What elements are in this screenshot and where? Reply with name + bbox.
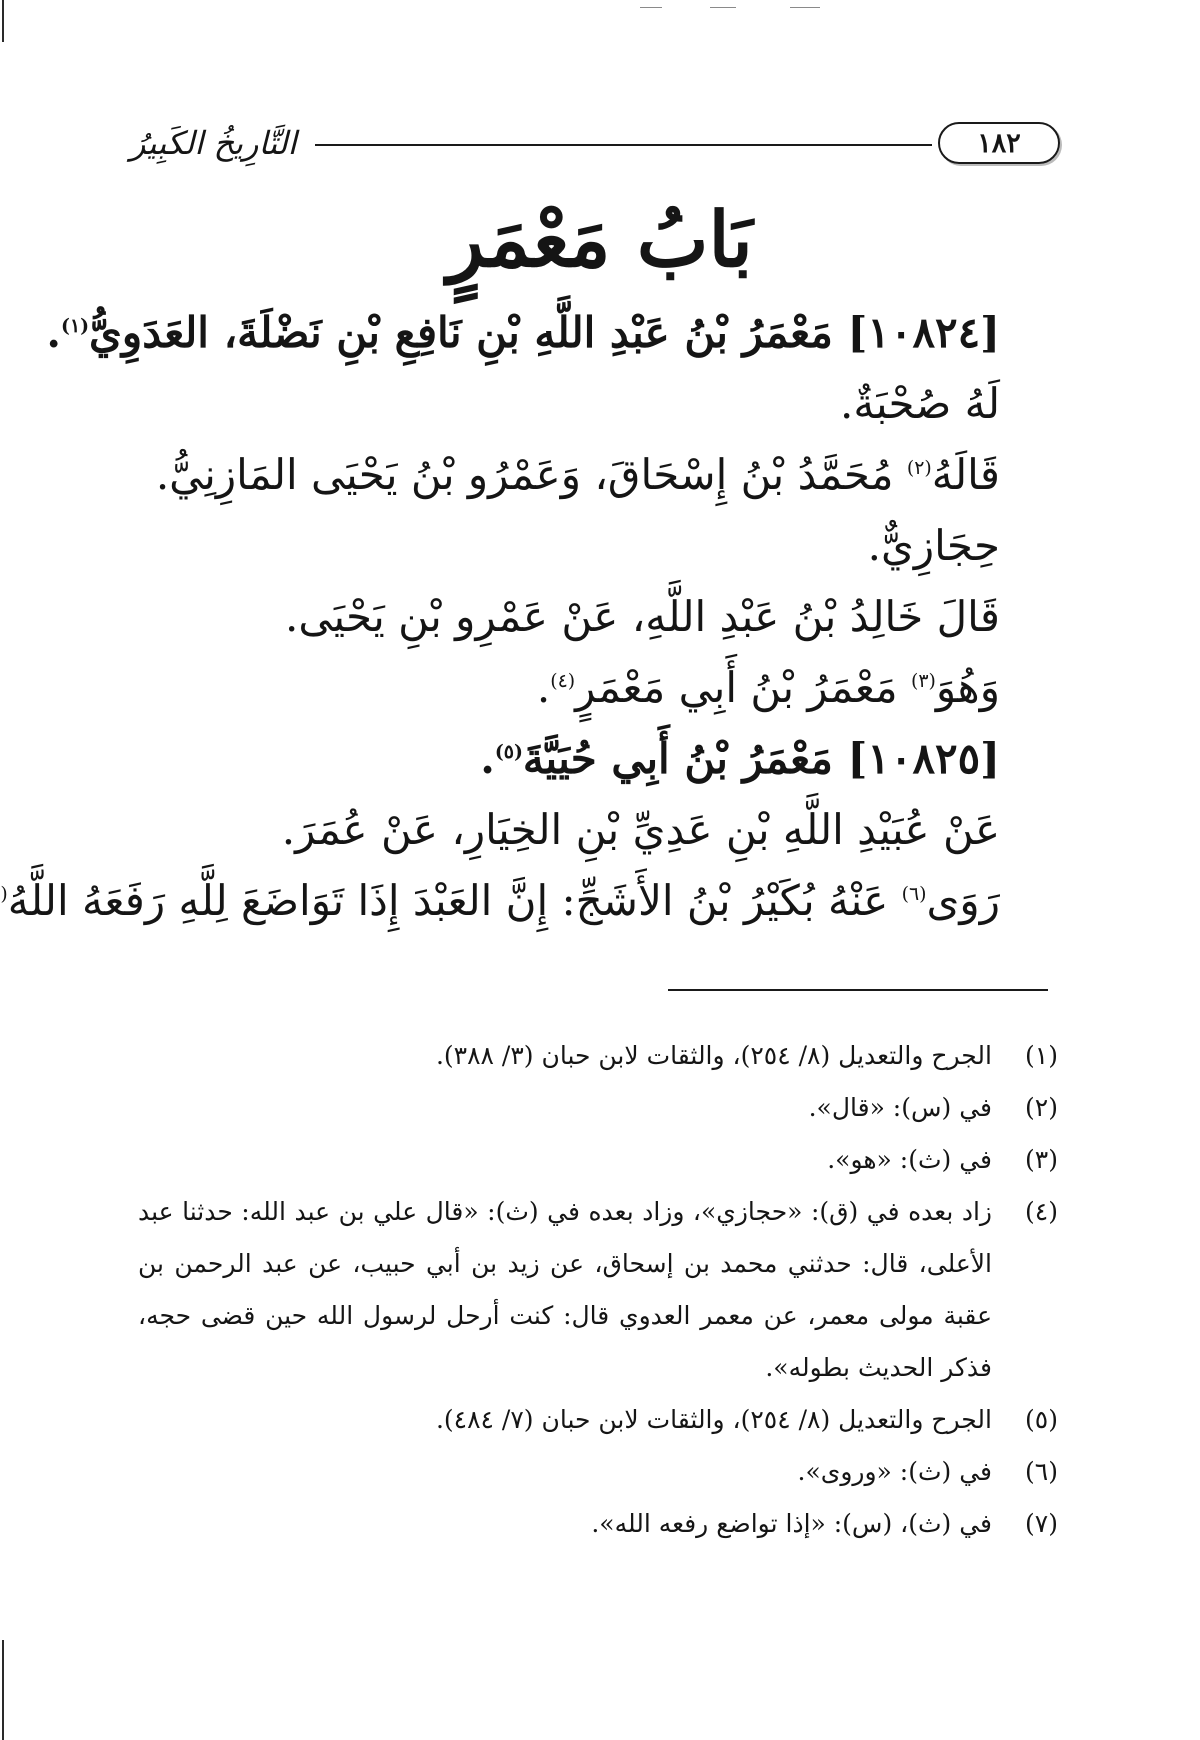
footnote	[138, 1186, 1058, 1394]
footnote-number: (٧)	[1025, 1509, 1058, 1538]
top-mark-1	[640, 7, 662, 8]
footnote-ref[interactable]: (	[0, 883, 8, 905]
footnote-text: الجرح والتعديل (٨/ ٢٥٤)، والثقات لابن حبان (٣/ ٣٨٨).	[435, 1041, 992, 1070]
entry-line	[120, 513, 1000, 584]
entry-text: عَنْ عُبَيْدِ اللَّهِ بْنِ عَدِيِّ بْنِ الخِيَارِ، عَنْ عُمَرَ.	[281, 805, 1000, 854]
top-mark-2	[710, 7, 736, 8]
entry-text: وَهُوَ	[935, 663, 1000, 712]
footnote	[138, 1394, 1058, 1446]
entry-text: رَوَى	[926, 876, 1000, 925]
scan-edge-bottom	[2, 1640, 4, 1740]
footnote-text: في (ث)، (س): «إذا تواضع رفعه الله».	[591, 1509, 992, 1538]
entry-text: عَنْهُ بُكَيْرُ بْنُ الأَشَجِّ: إِنَّ العَبْدَ إِذَا تَوَاضَعَ لِلَّهِ رَفَعَهُ اللَّهُ	[7, 876, 902, 925]
footnote-text: في (ث): «هو».	[827, 1145, 992, 1174]
entry-text: [١٠٨٢٥] مَعْمَرُ بْنُ أَبِي حُيَيَّةَ	[522, 734, 1000, 783]
footnote-text: زاد بعده في (ق): «حجازي»، وزاد بعده في (ث): «قال علي بن عبد الله: حدثنا عبد الأعلى، قال: حدثني محمد بن إسحاق، عن زيد بن أبي حبيب، عن عبد الرحمن بن عقبة مولى معمر، عن معمر العدوي قال: كنت أرحل لرسول الله حين قضى حجه، فذكر الحديث بطوله».	[138, 1197, 992, 1382]
main-text	[0, 300, 1000, 939]
footnote-ref[interactable]: (٦)	[901, 883, 927, 905]
top-mark-3	[790, 7, 820, 8]
entry-line	[120, 584, 1000, 655]
entry-line	[120, 655, 1000, 726]
footnote-ref[interactable]: (٥)	[494, 741, 523, 763]
entry-line	[46, 300, 1000, 371]
footnotes	[138, 1030, 1058, 1550]
footnote	[138, 1134, 1058, 1186]
entry-text: حِجَازِيٌّ.	[867, 521, 1000, 570]
running-header	[130, 122, 1060, 168]
page-number-badge: ١٨٢	[938, 122, 1060, 164]
footnote-ref[interactable]: (١)	[60, 315, 90, 337]
footnote-text: الجرح والتعديل (٨/ ٢٥٤)، والثقات لابن حبان (٧/ ٤٨٤).	[435, 1405, 992, 1434]
entry-text: [١٠٨٢٤] مَعْمَرُ بْنُ عَبْدِ اللَّهِ بْنِ نَافِعِ بْنِ نَضْلَةَ، العَدَوِيُّ	[89, 308, 1000, 357]
footnote	[138, 1446, 1058, 1498]
footnote	[138, 1082, 1058, 1134]
entry-text: .	[480, 734, 495, 783]
entry-line	[0, 868, 1000, 939]
entry-line	[120, 797, 1000, 868]
scan-edge-top	[2, 0, 4, 42]
footnote-text: في (ث): «وروى».	[797, 1457, 992, 1486]
footnote-number: (١)	[1025, 1041, 1058, 1070]
entry-line	[120, 726, 1000, 797]
footnote	[138, 1030, 1058, 1082]
entry-text: مَعْمَرُ بْنُ أَبِي مَعْمَرٍ	[575, 663, 911, 712]
entry-text: قَالَ خَالِدُ بْنُ عَبْدِ اللَّهِ، عَنْ عَمْرِو بْنِ يَحْيَى.	[284, 592, 1000, 641]
entry-text: لَهُ صُحْبَةٌ.	[840, 379, 1000, 428]
footnote-text: في (س): «قال».	[808, 1093, 992, 1122]
footnote	[138, 1498, 1058, 1550]
entry-text: .	[46, 308, 61, 357]
footnote-ref[interactable]: (٣)	[910, 670, 936, 692]
footnote-separator	[668, 989, 1048, 991]
chapter-title: بَابُ مَعْمَرٍ	[447, 195, 753, 284]
entry-line	[120, 371, 1000, 442]
footnote-ref[interactable]: (٢)	[906, 457, 932, 479]
footnote-number: (٥)	[1025, 1405, 1058, 1434]
footnote-number: (٢)	[1025, 1093, 1058, 1122]
footnote-number: (٣)	[1025, 1145, 1058, 1174]
header-rule	[315, 144, 932, 146]
entry-text: قَالَهُ	[931, 450, 1000, 499]
footnote-number: (٦)	[1025, 1457, 1058, 1486]
footnote-ref[interactable]: (٤)	[550, 670, 576, 692]
footnote-number: (٤)	[1025, 1197, 1058, 1226]
entry-text: .	[536, 663, 551, 712]
book-title: التَّارِيخُ الكَبِيرُ	[130, 124, 297, 162]
entry-text: مُحَمَّدُ بْنُ إِسْحَاقَ، وَعَمْرُو بْنُ يَحْيَى المَازِنِيُّ.	[155, 450, 907, 499]
entry-line	[120, 442, 1000, 513]
